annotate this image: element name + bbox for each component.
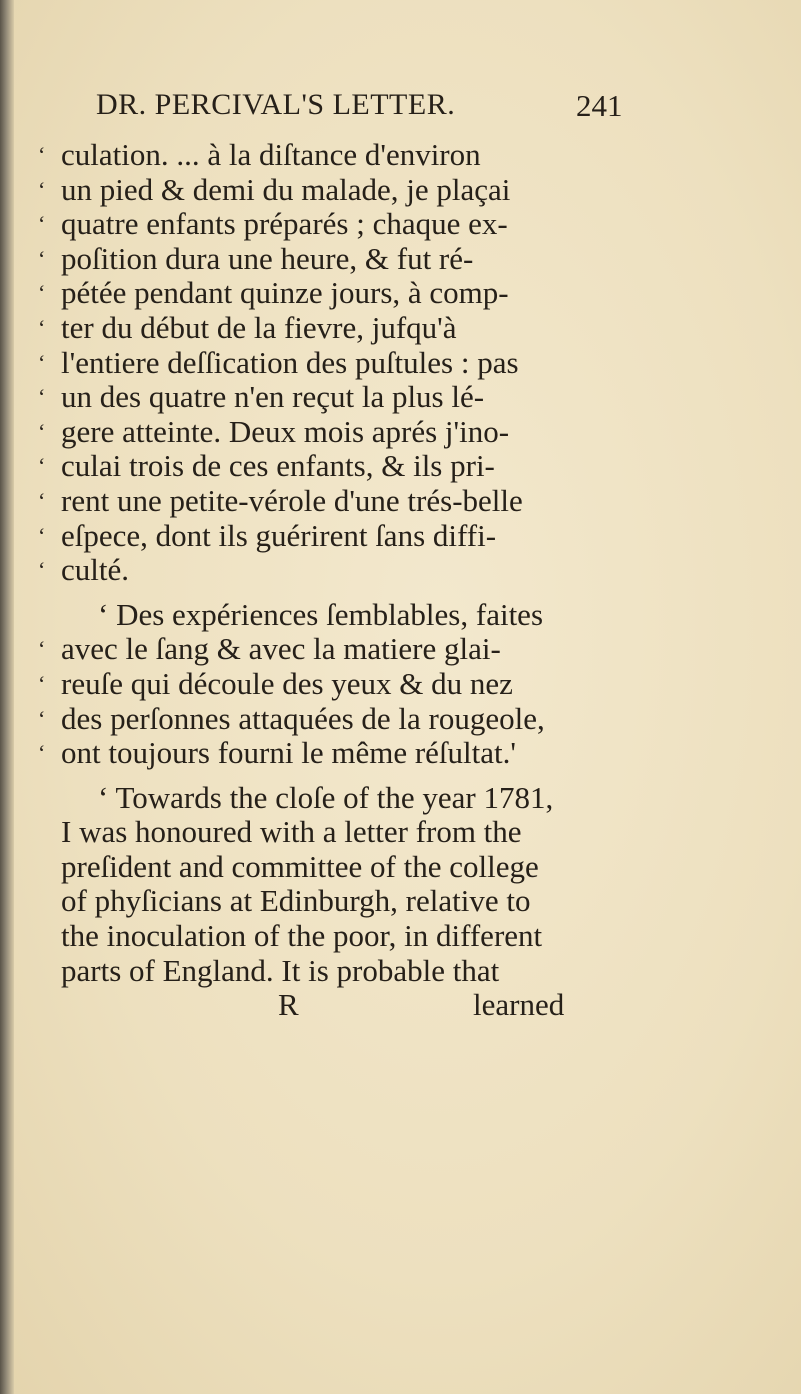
quote-mark: ‘ [38, 280, 46, 306]
quote-mark: ‘ [38, 245, 46, 271]
text-line [38, 667, 718, 702]
signature-mark: R [278, 987, 299, 1023]
text-line [38, 702, 718, 737]
running-head: DR. PERCIVAL'S LETTER. [96, 88, 456, 121]
quote-mark: ‘ [38, 740, 46, 766]
page-number: 241 [576, 88, 623, 123]
page-gutter-edge [0, 0, 14, 1394]
text-line [38, 415, 718, 450]
text-line [38, 815, 718, 850]
line-text: culation. ... à la diſtance d'environ [61, 137, 481, 172]
line-text: of phyſicians at Edinburgh, relative to [61, 883, 531, 919]
line-text: reuſe qui découle des yeux & du nez [61, 665, 513, 701]
line-text: the inoculation of the poor, in different [61, 918, 543, 954]
text-line [38, 346, 718, 381]
line-text: des perſonnes attaquées de la rougeole, [61, 700, 545, 736]
line-text: eſpece, dont ils guérirent ſans diffi- [61, 517, 497, 553]
body-text [38, 138, 718, 1023]
text-line [38, 884, 718, 919]
line-text: rent une petite-vérole d'une trés-belle [61, 482, 523, 518]
quote-mark: ‘ [38, 522, 46, 548]
text-line [38, 173, 718, 208]
line-text: ont toujours fourni le même réſultat.' [61, 735, 516, 771]
quote-mark: ‘ [38, 453, 46, 479]
line-text: culai trois de ces enfants, & ils pri- [61, 448, 495, 484]
line-text: preſident and committee of the college [61, 848, 539, 884]
line-text: poſition dura une heure, & fut ré- [61, 240, 474, 276]
quote-mark: ‘ [38, 314, 46, 340]
line-text: l'entiere deſſication des puſtules : pas [61, 344, 519, 380]
text-line [38, 311, 718, 346]
quote-mark: ‘ [38, 211, 46, 237]
quote-mark: ‘ [38, 636, 46, 662]
line-text: pétée pendant quinze jours, à comp- [61, 275, 509, 311]
text-line [38, 954, 718, 989]
text-line [38, 598, 718, 633]
line-text: un des quatre n'en reçut la plus lé- [61, 379, 485, 415]
quote-mark: ‘ [38, 487, 46, 513]
quote-mark: ‘ [38, 142, 46, 167]
text-line [38, 632, 718, 667]
page-header [96, 88, 716, 132]
catchword: learned [473, 987, 565, 1023]
line-text: ‘ Des expériences ſemblables, faites [98, 596, 544, 632]
text-line [38, 736, 718, 771]
text-line [38, 850, 718, 885]
line-text: quatre enfants préparés ; chaque ex- [61, 206, 508, 242]
text-line [38, 484, 718, 519]
line-text: un pied & demi du malade, je plaçai [61, 171, 511, 207]
text-line [38, 449, 718, 484]
quote-mark: ‘ [38, 349, 46, 375]
text-line [38, 919, 718, 954]
quote-mark: ‘ [38, 705, 46, 731]
text-line [38, 276, 718, 311]
text-line [38, 553, 718, 588]
text-line [38, 242, 718, 277]
text-line [38, 207, 718, 242]
text-line [38, 138, 718, 173]
line-text: ter du début de la fievre, jufqu'à [61, 309, 457, 345]
line-text: I was honoured with a letter from the [61, 814, 522, 850]
line-text: ‘ Towards the cloſe of the year 1781, [98, 779, 554, 815]
footer-line [38, 988, 718, 1023]
quote-mark: ‘ [38, 670, 46, 696]
line-text: gere atteinte. Deux mois aprés j'ino- [61, 413, 510, 449]
line-text: avec le ſang & avec la matiere glai- [61, 631, 501, 667]
quote-mark: ‘ [38, 557, 46, 583]
line-text: parts of England. It is probable that [61, 952, 500, 988]
text-line [38, 519, 718, 554]
line-text: culté. [61, 552, 129, 588]
quote-mark: ‘ [38, 384, 46, 410]
quote-mark: ‘ [38, 418, 46, 444]
quote-mark: ‘ [38, 176, 46, 202]
text-line [38, 781, 718, 816]
text-line [38, 380, 718, 415]
